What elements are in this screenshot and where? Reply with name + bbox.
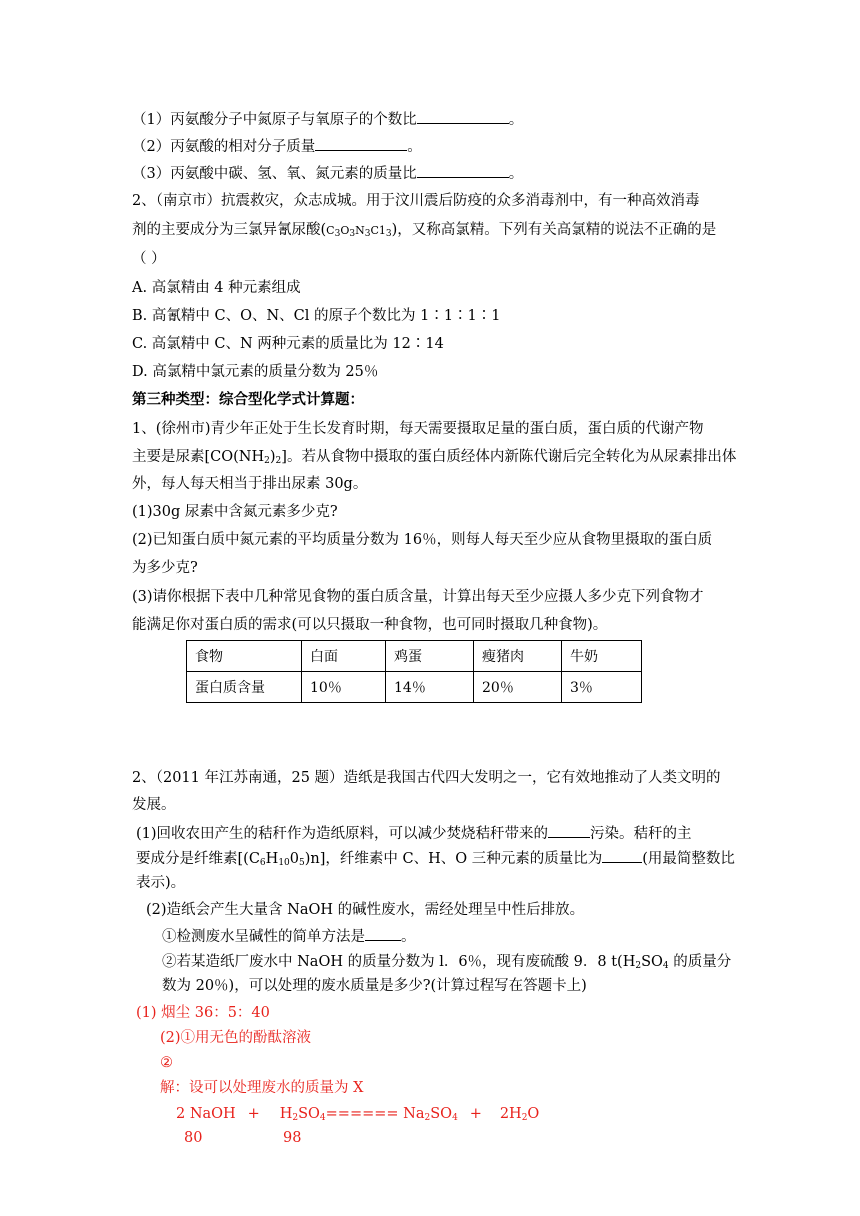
sub: 4 — [452, 1113, 458, 1123]
eq-so: SO — [298, 1106, 320, 1122]
table-cell: 10％ — [302, 672, 386, 703]
q2b-p1-a: (1)回收农田产生的秸秆作为造纸原料，可以减少焚烧秸秆带来的 — [136, 826, 549, 842]
table-row — [187, 672, 642, 703]
cellulose-c: (用最简整数比 — [642, 851, 735, 867]
q2b-p2-b-a: ②若某造纸厂废水中 NaOH 的质量分数为 l．6％，现有废硫酸 9．8 t(H — [162, 954, 636, 970]
protein-table — [186, 640, 642, 703]
eq-naoh: 2 NaOH — [176, 1106, 236, 1122]
s3-q1-line3: 外，每人每天相当于排出尿素 30g。 — [132, 476, 368, 492]
q1-part1-text: （1）丙氨酸分子中氮原子与氧原子的个数比 — [132, 112, 417, 128]
q1-part3-text: （3）丙氨酸中碳、氢、氧、氮元素的质量比 — [132, 166, 417, 182]
sub: 4 — [662, 961, 669, 971]
period: 。 — [508, 112, 524, 128]
sub: 2 — [424, 1113, 431, 1123]
answer-line2: (2)①用无色的酚酞溶液 — [160, 1030, 312, 1046]
table-cell: 食物 — [187, 641, 302, 672]
urea-formula-a: 主要是尿素[CO(NH — [132, 449, 265, 465]
q2b-p1-line1 — [136, 823, 692, 844]
sub: 5 — [299, 858, 305, 868]
eq-water: 2H — [499, 1106, 522, 1122]
sub: 2 — [264, 456, 270, 466]
molar-mass-h2so4: 98 — [283, 1130, 302, 1146]
answer-blank — [602, 848, 642, 863]
table-cell: 牛奶 — [562, 641, 642, 672]
s3-subq1: (1)30g 尿素中含氮元素多少克? — [132, 504, 338, 520]
so: SO — [641, 954, 663, 970]
q2b-p2-a-text: ①检测废水呈碱性的简单方法是 — [162, 929, 365, 945]
o: 0 — [289, 851, 299, 867]
q2b-p2-a — [162, 926, 416, 947]
q1-part2-text: （2）丙氨酸的相对分子质量 — [132, 139, 316, 155]
s3-q1-line1: 1、(徐州市)青少年正处于生长发育时期，每天需要摄取足量的蛋白质，蛋白质的代谢产物 — [132, 421, 704, 437]
cellulose-b: )n]，纤维素中 C、H、O 三种元素的质量比为 — [304, 851, 603, 867]
eq-na: Na — [403, 1106, 425, 1122]
q2-line2 — [132, 220, 716, 244]
s3-subq3-line1: (3)请你根据下表中几种常见食物的蛋白质含量，计算出每天至少应摄人多少克下列食物才 — [132, 589, 704, 605]
answer-blank — [417, 109, 509, 124]
molar-mass-naoh: 80 — [184, 1130, 203, 1146]
cellulose-a: 要成分是纤维素[(C — [136, 851, 260, 867]
period: 。 — [508, 166, 524, 182]
eq-so: SO — [430, 1106, 453, 1122]
q2-line2-a: 剂的主要成分为三氯异氰尿酸( — [132, 222, 327, 238]
q1-part3 — [132, 163, 523, 184]
answer-blank — [548, 823, 590, 838]
period: 。 — [407, 139, 422, 155]
period: 。 — [401, 929, 416, 945]
table-cell: 白面 — [302, 641, 386, 672]
s3-q1-line2-b: ]。若从食物中摄取的蛋白质经体内新陈代谢后完全转化为从尿素排出体 — [281, 449, 737, 465]
q2b-p2-b-line1 — [162, 952, 731, 976]
q1-part2 — [132, 136, 422, 157]
q2b-line2: 发展。 — [132, 797, 176, 813]
answer-line1: (1) 烟尘 36：5：40 — [136, 1005, 270, 1021]
s3-q1-line2 — [132, 447, 736, 471]
q2b-p1-b: 污染。秸秆的主 — [590, 826, 692, 842]
section3-heading: 第三种类型：综合型化学式计算题： — [132, 391, 364, 408]
q1-part1 — [132, 109, 523, 130]
q2-answer-paren: （ ） — [132, 251, 166, 267]
answer-blank — [417, 163, 509, 178]
sub: 4 — [319, 1113, 326, 1123]
q2b-p2-b-line2: 数为 20％)，可以处理的废水质量是多少?(计算过程写在答题卡上) — [162, 978, 587, 994]
s3-subq3-line2: 能满足你对蛋白质的需求(可以只摄取一种食物，也可同时摄取几种食物)。 — [132, 617, 608, 633]
q2-formula: $C_3O_3N_3C1_3$ — [326, 224, 392, 239]
q2-line2-b: )，又称高氯精。下列有关高氯精的说法不正确的是 — [391, 222, 717, 238]
q2-line1: 2、（南京市）抗震救灾，众志成城。用于汶川震后防疫的众多消毒剂中，有一种高效消毒 — [132, 193, 700, 209]
eq-plus: + — [247, 1106, 260, 1122]
q2b-p2-b-b: 的质量分 — [668, 954, 732, 970]
q2-option-b: B. 高氰精中 C、O、N、Cl 的原子个数比为 1∶1∶1∶1 — [132, 308, 501, 324]
table-cell: 20％ — [474, 672, 562, 703]
table-cell: 蛋白质含量 — [187, 672, 302, 703]
q2-option-d: D. 高氯精中氯元素的质量分数为 25％ — [132, 364, 379, 380]
table-cell: 3％ — [562, 672, 642, 703]
sub: 2 — [635, 961, 642, 971]
eq-water-o: O — [527, 1106, 540, 1122]
q2b-line1: 2、（2011 年江苏南通，25 题）造纸是我国古代四大发明之一，它有效地推动了人类文明的 — [132, 770, 721, 786]
paren: ) — [269, 449, 276, 465]
h: H — [265, 851, 279, 867]
q2b-p1-line2 — [136, 848, 735, 873]
answer-equation — [176, 1104, 539, 1128]
q2-option-c: C. 高氯精中 C、N 两种元素的质量比为 12∶14 — [132, 336, 444, 352]
answer-blank — [315, 136, 407, 151]
sub: 6 — [259, 858, 266, 868]
sub: 2 — [521, 1113, 528, 1123]
table-cell: 鸡蛋 — [386, 641, 474, 672]
s3-subq2-line2: 为多少克? — [132, 560, 198, 576]
table-cell: 14％ — [386, 672, 474, 703]
s3-subq2-line1: (2)已知蛋白质中氮元素的平均质量分数为 16％，则每人每天至少应从食物里摄取的蛋白质 — [132, 532, 713, 548]
sub: 2 — [275, 456, 282, 466]
table-cell: 瘦猪肉 — [474, 641, 562, 672]
sub: 10 — [278, 858, 290, 868]
answer-line3: ② — [160, 1055, 173, 1071]
answer-line4: 解：设可以处理废水的质量为 X — [160, 1080, 364, 1096]
eq-plus: + — [469, 1106, 482, 1122]
answer-blank — [365, 926, 401, 941]
eq-arrow: ====== — [325, 1106, 399, 1122]
q2-option-a: A. 高氯精由 4 种元素组成 — [132, 280, 301, 296]
eq-h: H — [279, 1106, 293, 1122]
table-header-row — [187, 641, 642, 672]
sub: 2 — [292, 1113, 299, 1123]
q2b-p2-line1: (2)造纸会产生大量含 NaOH 的碱性废水，需经处理呈中性后排放。 — [146, 902, 585, 918]
q2b-p1-line3: 表示)。 — [136, 875, 186, 891]
